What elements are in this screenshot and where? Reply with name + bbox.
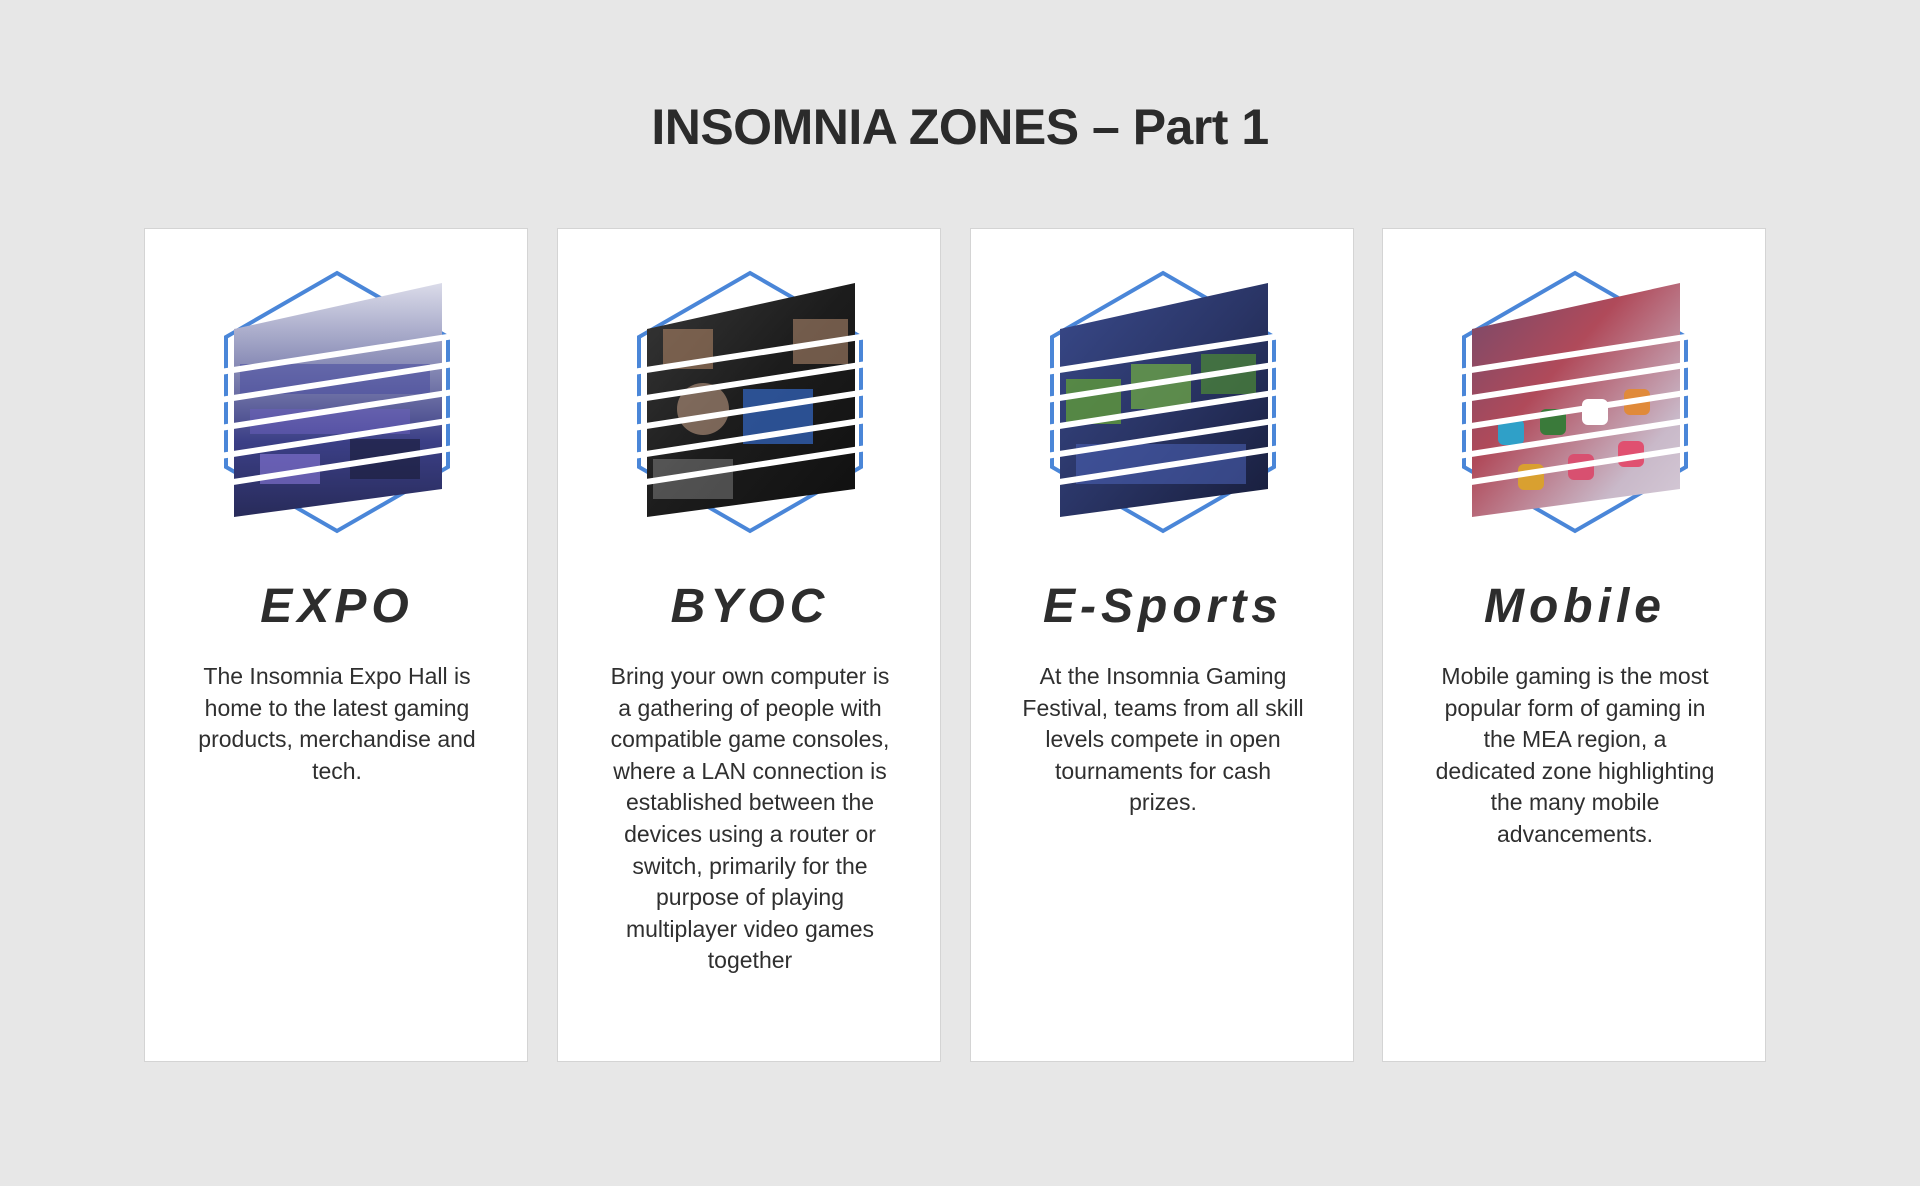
zone-title: E-Sports	[1042, 580, 1283, 633]
esports-players-photo-icon	[1046, 269, 1280, 535]
zone-title: EXPO	[260, 580, 414, 633]
zone-card-expo	[144, 228, 528, 1062]
page-title: INSOMNIA ZONES – Part 1	[651, 99, 1269, 155]
zone-description: Mobile gaming is the most popular form of gaming in the MEA region, a dedicated zone highlighting the many mobile advancements.	[1435, 663, 1715, 847]
zone-title: BYOC	[670, 580, 830, 633]
zone-description: At the Insomnia Gaming Festival, teams from all skill levels compete in open tournaments for cash prizes.	[1022, 663, 1304, 816]
mobile-games-photo-icon	[1458, 269, 1692, 535]
expo-hall-photo-icon	[220, 269, 454, 535]
zone-card-esports	[970, 228, 1354, 1062]
zone-title: Mobile	[1484, 580, 1666, 633]
zone-card-byoc	[557, 228, 941, 1062]
zone-cards	[144, 228, 1768, 1064]
zone-card-mobile	[1382, 228, 1766, 1062]
zone-description: Bring your own computer is a gathering of people with compatible game consoles, where a LAN connection is established between the devices using a router or switch, primarily for the purpose of playing multiplayer video games together	[610, 663, 890, 974]
zone-description: The Insomnia Expo Hall is home to the latest gaming products, merchandise and tech.	[198, 663, 476, 784]
byoc-lan-photo-icon	[633, 269, 867, 535]
